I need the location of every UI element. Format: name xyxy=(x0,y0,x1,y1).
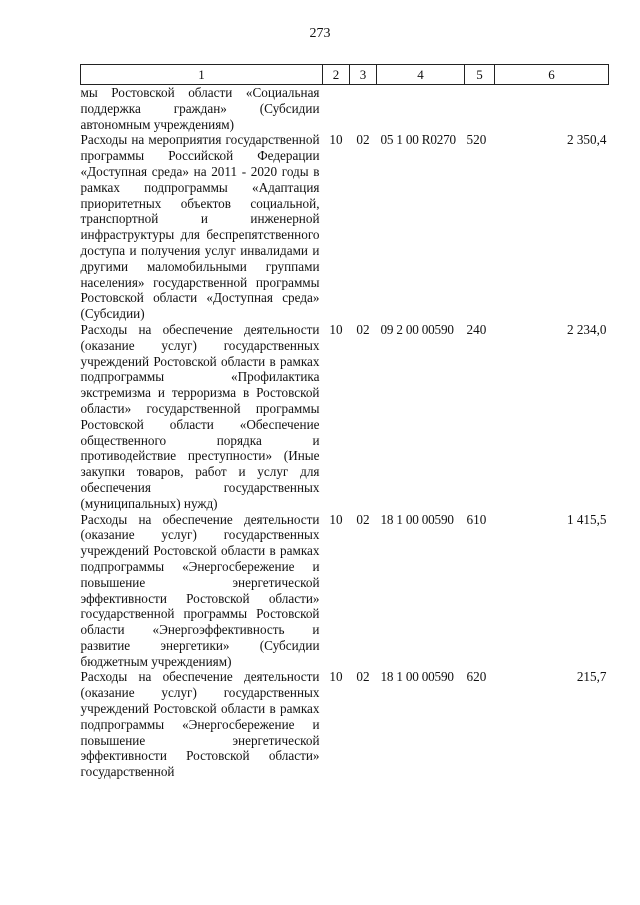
budget-table xyxy=(80,64,609,780)
row-expense-type: 620 xyxy=(466,669,487,685)
table-row xyxy=(81,669,609,780)
row-description: Расходы на обеспечение деятельности (оказание услуг) государственных учреждений Ростовской области в рамках подпрограммы «Энергосбережение и повышение энергетической эффективности Ростовской области» государственной программы Ростовской области «Энергоэффективность и развитие энергетики» (Субсидии бюджетным учреждениям) xyxy=(80,511,320,669)
row-subsection: 02 xyxy=(356,511,370,527)
page-number: 273 xyxy=(309,26,331,41)
row-target-code: 09 2 00 00590 xyxy=(380,321,454,337)
row-subsection: 02 xyxy=(356,669,370,685)
row-section: 10 xyxy=(329,511,343,527)
table-row xyxy=(81,512,609,670)
column-header-2: 2 xyxy=(323,65,350,85)
row-description: мы Ростовской области «Социальная поддержка граждан» (Субсидии автономным учреждениям) xyxy=(80,85,320,132)
row-target-code: 18 1 00 00590 xyxy=(380,669,454,685)
table-row xyxy=(81,85,609,133)
row-subsection: 02 xyxy=(356,321,370,337)
row-target-code: 05 1 00 R0270 xyxy=(380,132,456,148)
column-header-4: 4 xyxy=(377,65,465,85)
row-amount: 1 415,5 xyxy=(566,511,607,527)
column-header-6: 6 xyxy=(495,65,609,85)
row-amount: 215,7 xyxy=(576,669,607,685)
row-target-code xyxy=(377,85,465,133)
row-description: Расходы на обеспечение деятельности (оказание услуг) государственных учреждений Ростовской области в рамках подпрограммы «Профилактика экстремизма и терроризма в Ростовской области» государственной программы Ростовской области «Обеспечение общественного порядка и противодействие преступности» (Иные закупки товаров, работ и услуг для обеспечения государственных (муниципальных) нужд) xyxy=(80,321,320,511)
table-row xyxy=(81,132,609,322)
column-header-5: 5 xyxy=(465,65,495,85)
row-amount: 2 234,0 xyxy=(566,321,607,337)
row-section: 10 xyxy=(329,669,343,685)
table-row xyxy=(81,322,609,512)
row-section xyxy=(323,85,350,133)
row-amount xyxy=(495,85,609,133)
row-description: Расходы на обеспечение деятельности (оказание услуг) государственных учреждений Ростовской области в рамках подпрограммы «Энергосбережение и повышение энергетической эффективности Ростовской области» государственной xyxy=(80,669,320,780)
column-header-1: 1 xyxy=(81,65,323,85)
row-subsection: 02 xyxy=(356,132,370,148)
row-expense-type: 240 xyxy=(466,321,487,337)
row-section: 10 xyxy=(329,132,343,148)
row-amount: 2 350,4 xyxy=(566,132,607,148)
row-subsection xyxy=(350,85,377,133)
row-expense-type: 520 xyxy=(466,132,487,148)
row-description: Расходы на мероприятия государственной программы Российской Федерации «Доступная среда» на 2011 - 2020 годы в рамках подпрограммы «Адаптация приоритетных объектов социальной, транспортной и инженерной инфраструктуры для беспрепятственного доступа и получения услуг инвалидами и другими маломобильными группами населения» государственной программы Ростовской области «Доступная среда» (Субсидии) xyxy=(80,132,320,322)
column-number-header-row xyxy=(81,65,609,85)
row-expense-type: 610 xyxy=(466,511,487,527)
row-target-code: 18 1 00 00590 xyxy=(380,511,454,527)
row-expense-type xyxy=(465,85,495,133)
column-header-3: 3 xyxy=(350,65,377,85)
row-section: 10 xyxy=(329,321,343,337)
